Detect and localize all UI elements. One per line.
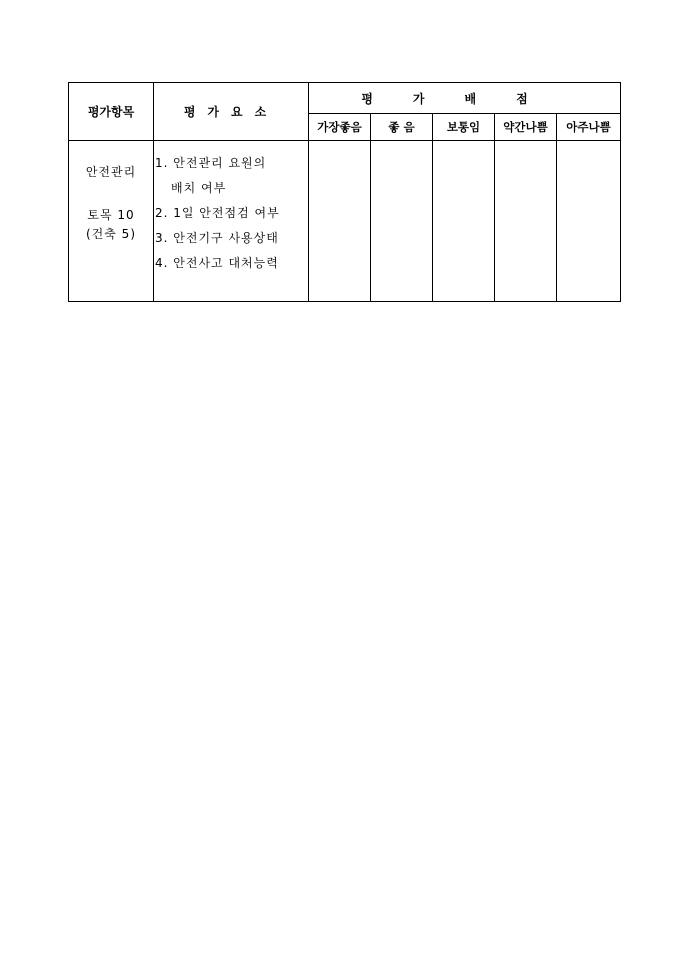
item-name: 안전관리 — [85, 165, 137, 179]
evaluation-table — [68, 82, 621, 302]
header-evaluation-item — [69, 83, 154, 141]
grade-header-average — [433, 114, 495, 141]
item-score-civil: 토목 10 — [87, 208, 135, 222]
grade-label: 좋 음 — [388, 120, 415, 134]
score-cell-best[interactable] — [309, 141, 371, 302]
element-item: 4. 안전사고 대처능력 — [155, 256, 279, 270]
element-item-continuation: 배치 여부 — [171, 181, 227, 195]
score-cell-good[interactable] — [371, 141, 433, 302]
header-evaluation-item-label: 평가항목 — [87, 105, 135, 119]
score-cell-slightly-poor[interactable] — [495, 141, 557, 302]
header-score-allocation — [309, 83, 621, 114]
grade-header-good — [371, 114, 433, 141]
grade-header-very-poor — [557, 114, 621, 141]
header-evaluation-elements — [154, 83, 309, 141]
element-item: 2. 1일 안전점검 여부 — [155, 206, 280, 220]
header-score-allocation-label: 평가배점 — [361, 91, 568, 106]
grade-label: 약간나쁨 — [503, 120, 548, 134]
header-evaluation-elements-label: 평가요소 — [183, 105, 279, 119]
grade-header-slightly-poor — [495, 114, 557, 141]
grade-label: 아주나쁨 — [566, 120, 611, 134]
element-item: 3. 안전기구 사용상태 — [155, 231, 279, 245]
item-score-building: (건축 5) — [86, 227, 136, 241]
score-cell-very-poor[interactable] — [557, 141, 621, 302]
grade-label: 가장좋음 — [317, 120, 362, 134]
score-cell-average[interactable] — [433, 141, 495, 302]
evaluation-item-cell — [69, 141, 154, 302]
grade-label: 보통임 — [446, 120, 481, 134]
grade-header-best — [309, 114, 371, 141]
evaluation-elements-cell — [154, 141, 309, 302]
element-item: 1. 안전관리 요원의 — [155, 156, 267, 170]
